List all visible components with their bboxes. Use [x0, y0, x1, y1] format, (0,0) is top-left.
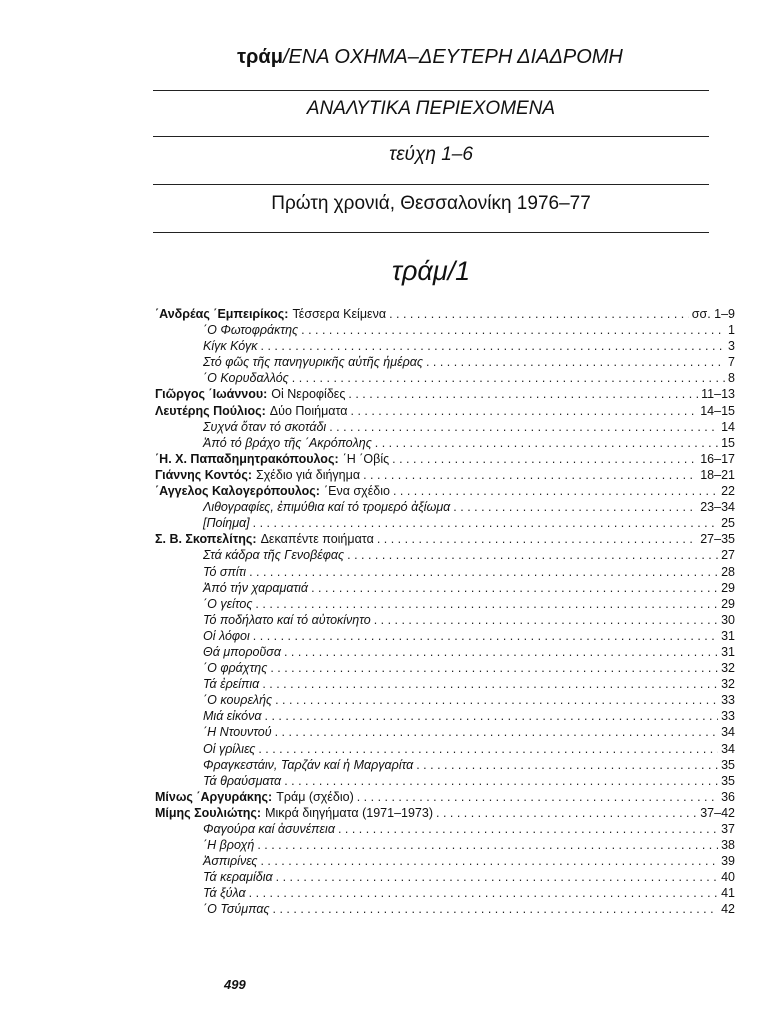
divider [153, 136, 709, 137]
toc-title: Οἱ Νεροφίδες [271, 387, 346, 402]
toc-page: 33 [721, 693, 735, 708]
dot-leader [329, 419, 718, 435]
dot-leader [275, 692, 718, 708]
toc-title: ΄Η Ντουντού [203, 725, 272, 740]
dot-leader [426, 354, 725, 370]
toc-author-entry [155, 531, 735, 547]
journal-subtitle: /ΕΝΑ ΟΧΗΜΑ–ΔΕΥΤΕΡΗ ΔΙΑΔΡΟΜΗ [282, 46, 623, 68]
toc-author: ΄Αγγελος Καλογερόπουλος: [155, 484, 320, 499]
toc-title: ΄Ο Τσύμπας [203, 902, 270, 917]
toc-title: [Ποίημα] [203, 516, 250, 531]
toc-title: Φαγούρα καί ἀσυνέπεια [203, 822, 335, 836]
dot-leader [257, 837, 718, 853]
toc-page: 23–34 [700, 500, 735, 515]
table-of-contents [155, 306, 735, 918]
toc-author: Λευτέρης Πούλιος: [155, 403, 266, 418]
dot-leader [347, 547, 718, 563]
toc-page: 37 [721, 822, 735, 836]
toc-title: Μικρά διηγήματα (1971–1973) [265, 805, 433, 820]
dot-leader [258, 741, 718, 757]
toc-title: Μιά εἰκόνα [203, 709, 262, 724]
toc-page: 39 [721, 854, 735, 869]
toc-page: 32 [721, 677, 735, 692]
divider [153, 90, 709, 91]
dot-leader [253, 515, 718, 531]
toc-page: 35 [721, 757, 735, 772]
toc-work-entry [155, 354, 735, 370]
toc-page: 33 [721, 709, 735, 724]
dot-leader [284, 644, 718, 660]
dot-leader [292, 370, 725, 386]
toc-title: ΄Ενα σχέδιο [323, 484, 390, 499]
toc-author-entry [155, 403, 735, 419]
year-label: Πρώτη χρονιά, Θεσσαλονίκη 1976–77 [271, 193, 591, 214]
divider [153, 184, 709, 185]
toc-work-entry [155, 370, 735, 386]
toc-author: Γιάννης Κοντός: [155, 467, 252, 482]
dot-leader [357, 789, 718, 805]
toc-title: Δύο Ποιήματα [269, 403, 348, 418]
toc-page: 27–35 [700, 532, 735, 547]
toc-title: Δεκαπέντε ποιήματα [260, 532, 374, 547]
toc-work-entry [155, 435, 735, 451]
toc-title: ΄Ο φράχτης [203, 661, 268, 676]
dot-leader [377, 531, 697, 547]
toc-page: σσ. 1–9 [691, 307, 735, 321]
toc-page: 31 [721, 644, 735, 659]
toc-page: 16–17 [700, 451, 735, 466]
toc-page: 11–13 [701, 387, 735, 402]
toc-title: Λιθογραφίες, ἐπιμύθια καί τό τρομερό ἀξίωμα [203, 500, 451, 515]
toc-title: Θά μποροῦσα [203, 644, 281, 659]
page-number: 499 [224, 977, 246, 992]
dot-leader [276, 869, 718, 885]
toc-work-entry [155, 853, 735, 869]
toc-title: Ἀπό τό βράχο τῆς ΄Ακρόπολης [203, 435, 372, 450]
toc-author-entry [155, 306, 735, 322]
toc-page: 42 [721, 902, 735, 917]
toc-author-entry [155, 451, 735, 467]
toc-page: 15 [721, 435, 735, 450]
toc-title: Τά ξύλα [203, 886, 246, 901]
dot-leader [389, 306, 689, 322]
toc-title: Ἀσπιρίνες [203, 854, 258, 869]
toc-title: ΄Η ΄Οβίς [342, 451, 390, 466]
toc-author-entry [155, 483, 735, 499]
toc-title: ΄Ο Κορυδαλλός [203, 371, 289, 386]
contents-heading: ΑΝΑΛΥΤΙΚΑ ΠΕΡΙΕΧΟΜΕΝΑ [306, 98, 556, 119]
toc-page: 30 [721, 612, 735, 627]
toc-work-entry [155, 580, 735, 596]
issue-title: τράμ/1 [391, 256, 471, 286]
toc-page: 22 [721, 484, 735, 499]
dot-leader [436, 805, 697, 821]
toc-page: 7 [728, 355, 735, 370]
toc-page: 18–21 [700, 467, 735, 482]
toc-work-entry [155, 564, 735, 580]
toc-work-entry [155, 757, 735, 773]
toc-title: Τά θραύσματα [203, 773, 282, 788]
toc-page: 25 [721, 516, 735, 531]
toc-work-entry [155, 724, 735, 740]
toc-page: 29 [721, 596, 735, 611]
dot-leader [416, 757, 718, 773]
dot-leader [249, 885, 718, 901]
toc-work-entry [155, 644, 735, 660]
toc-page: 35 [721, 773, 735, 788]
toc-page: 31 [721, 628, 735, 643]
toc-author-entry [155, 789, 735, 805]
toc-work-entry [155, 628, 735, 644]
toc-author-entry [155, 467, 735, 483]
toc-work-entry [155, 885, 735, 901]
issues-label: τεύχη 1–6 [389, 144, 473, 165]
toc-work-entry [155, 773, 735, 789]
toc-author: ΄Ανδρέας ΄Εμπειρίκος: [155, 307, 289, 321]
toc-page: 14–15 [700, 403, 735, 418]
toc-work-entry [155, 419, 735, 435]
toc-title: ΄Ο Φωτοφράκτης [203, 323, 299, 338]
toc-work-entry [155, 660, 735, 676]
toc-title: Τά ἐρείπια [203, 677, 260, 692]
toc-author: Μίνως ΄Αργυράκης: [155, 789, 273, 804]
toc-title: Στό φῶς τῆς πανηγυρικῆς αὐτῆς ἡμέρας [203, 355, 423, 370]
toc-work-entry [155, 692, 735, 708]
toc-title: Τό ποδήλατο καί τό αὐτοκίνητο [203, 612, 371, 627]
toc-page: 40 [721, 870, 735, 885]
journal-title [150, 46, 710, 69]
toc-work-entry [155, 837, 735, 853]
toc-title: ΄Η βροχή [203, 838, 255, 853]
dot-leader [265, 708, 719, 724]
dot-leader [375, 435, 718, 451]
toc-work-entry [155, 741, 735, 757]
toc-work-entry [155, 499, 735, 515]
toc-title: Τράμ (σχέδιο) [276, 789, 354, 804]
toc-page: 32 [721, 661, 735, 676]
toc-page: 28 [721, 564, 735, 579]
dot-leader [393, 483, 718, 499]
toc-page: 41 [721, 886, 735, 901]
dot-leader [348, 386, 698, 402]
toc-author: Γιῶργος ΄Ιωάννου: [155, 387, 268, 402]
toc-title: Οἱ λόφοι [203, 628, 250, 643]
toc-title: Κίγκ Κόγκ [203, 339, 258, 354]
toc-author-entry [155, 386, 735, 402]
toc-title: Στά κάδρα τῆς Γενοβέφας [203, 548, 345, 563]
toc-work-entry [155, 612, 735, 628]
toc-work-entry [155, 322, 735, 338]
dot-leader [275, 724, 719, 740]
toc-author: Σ. Β. Σκοπελίτης: [155, 532, 257, 547]
dot-leader [273, 901, 719, 917]
dot-leader [338, 821, 718, 837]
dot-leader [249, 564, 718, 580]
toc-page: 38 [721, 838, 735, 853]
journal-brand: τράμ [237, 46, 283, 68]
dot-leader [392, 451, 697, 467]
toc-page: 37–42 [700, 805, 735, 820]
toc-title: Συχνά ὅταν τό σκοτάδι [203, 419, 327, 434]
toc-page: 8 [728, 371, 735, 386]
dot-leader [351, 403, 698, 419]
toc-title: Τό σπίτι [203, 564, 247, 579]
toc-author-entry [155, 805, 735, 821]
toc-title: ΄Ο γείτος [203, 596, 253, 611]
dot-leader [453, 499, 697, 515]
toc-author: ΄Η. Χ. Παπαδημητρακόπουλος: [155, 451, 339, 466]
dot-leader [270, 660, 718, 676]
dot-leader [260, 853, 718, 869]
dot-leader [301, 322, 725, 338]
dot-leader [363, 467, 697, 483]
toc-page: 34 [721, 741, 735, 756]
dot-leader [253, 628, 718, 644]
toc-title: Τά κεραμίδια [203, 870, 273, 885]
toc-page: 29 [721, 580, 735, 595]
divider [153, 232, 709, 233]
dot-leader [255, 596, 718, 612]
toc-author: Μίμης Σουλιώτης: [155, 805, 262, 820]
toc-work-entry [155, 596, 735, 612]
dot-leader [374, 612, 718, 628]
dot-leader [262, 676, 718, 692]
toc-work-entry [155, 547, 735, 563]
toc-page: 36 [721, 789, 735, 804]
dot-leader [284, 773, 718, 789]
toc-work-entry [155, 869, 735, 885]
toc-title: Τέσσερα Κείμενα [292, 307, 387, 321]
toc-work-entry [155, 821, 735, 837]
dot-leader [261, 338, 726, 354]
toc-work-entry [155, 338, 735, 354]
toc-title: Ἀπό τήν χαραματιά [203, 580, 309, 595]
toc-work-entry [155, 708, 735, 724]
toc-title: Σχέδιο γιά διήγημα [256, 467, 361, 482]
toc-title: ΄Ο κουρελής [203, 693, 273, 708]
toc-page: 14 [721, 419, 735, 434]
toc-work-entry [155, 515, 735, 531]
toc-work-entry [155, 676, 735, 692]
toc-title: Φραγκεστάιν, Ταρζάν καί ἡ Μαργαρίτα [203, 757, 414, 772]
toc-page: 27 [721, 548, 735, 563]
toc-page: 1 [728, 323, 735, 338]
toc-title: Οἱ γρίλιες [203, 741, 256, 756]
toc-work-entry [155, 901, 735, 917]
toc-page: 3 [728, 339, 735, 354]
toc-page: 34 [721, 725, 735, 740]
dot-leader [311, 580, 718, 596]
